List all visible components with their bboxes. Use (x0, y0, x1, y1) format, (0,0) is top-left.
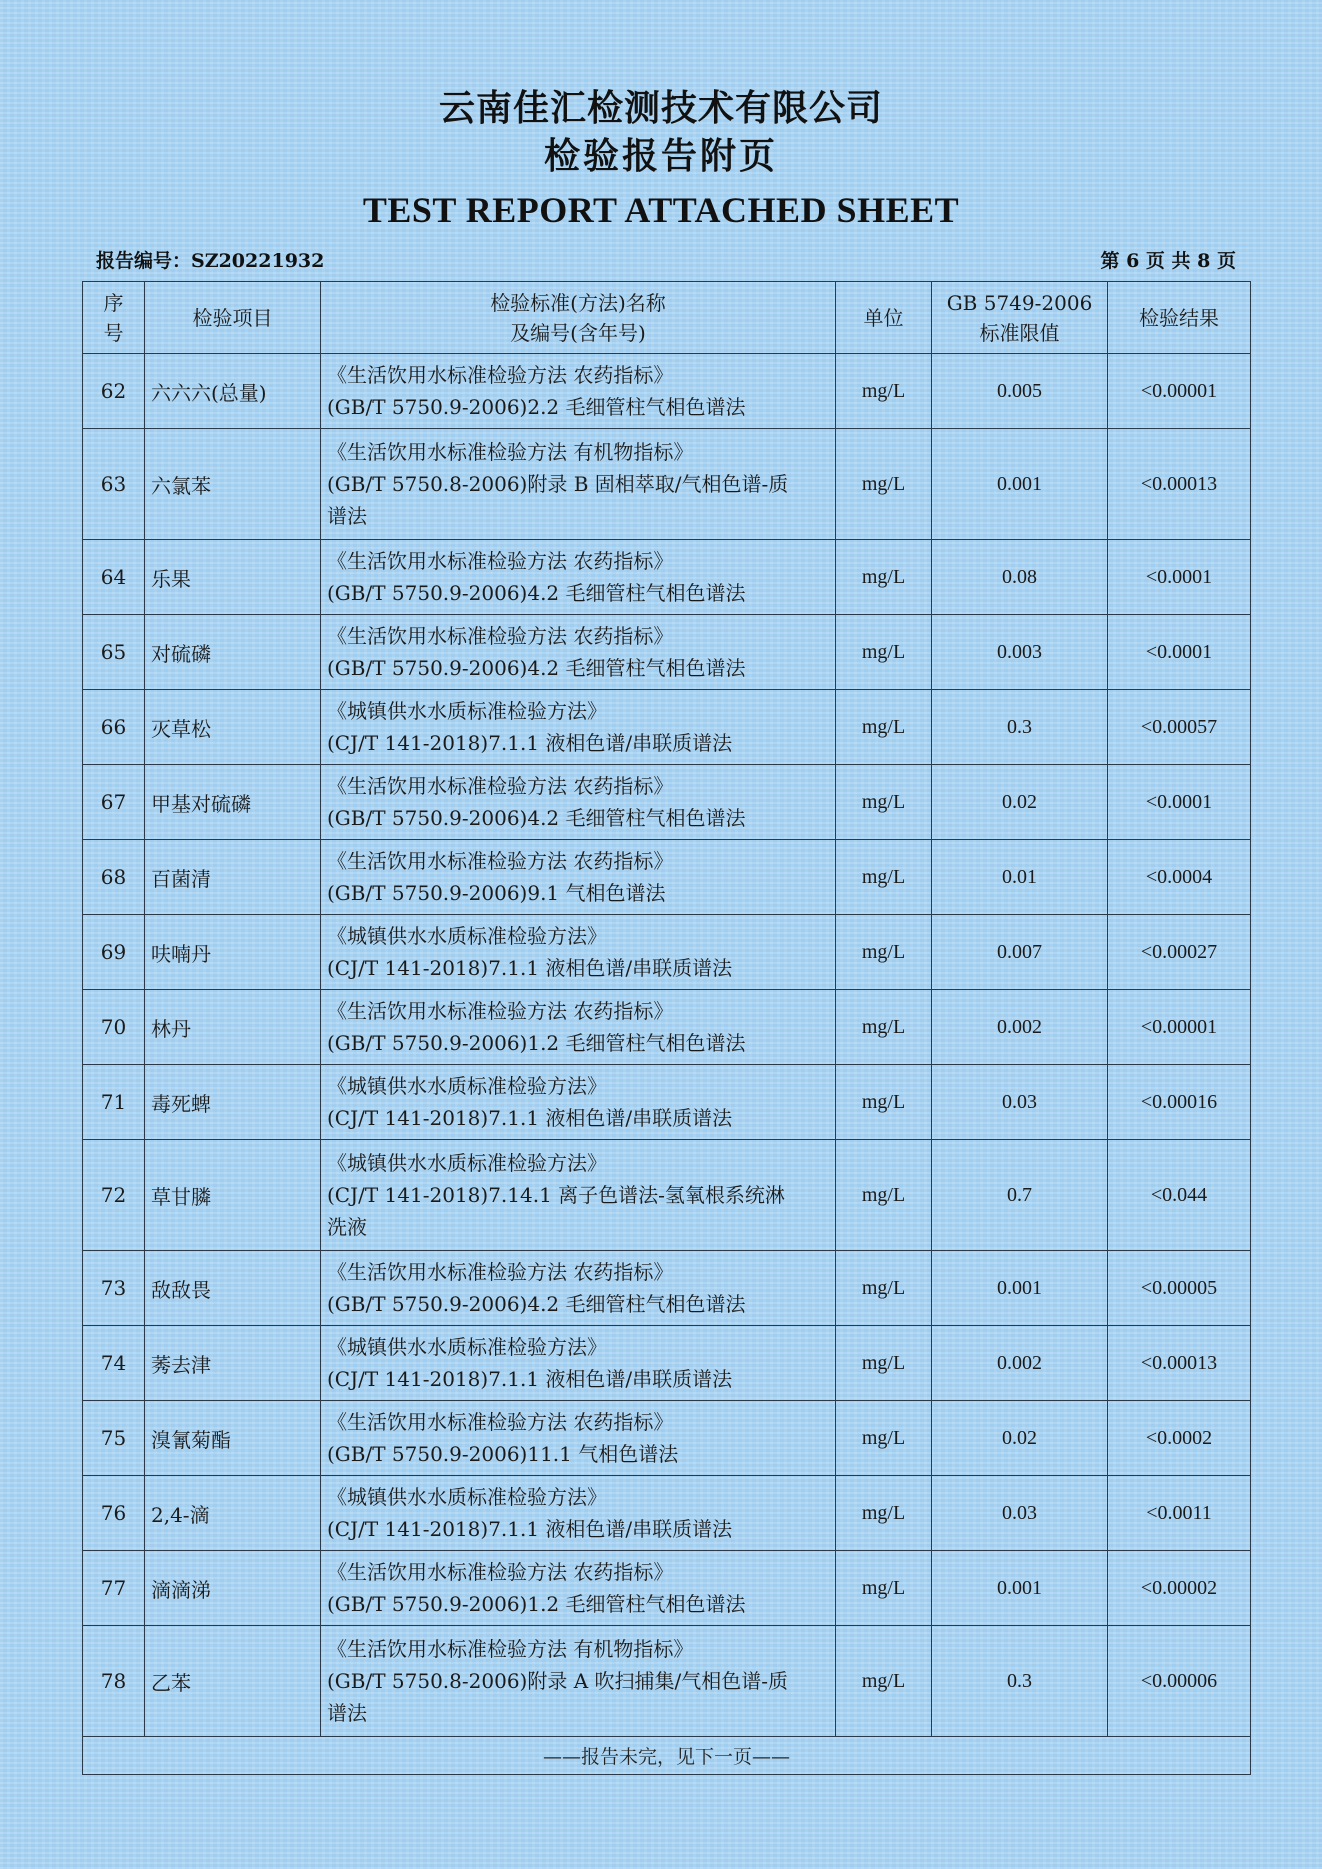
report-number: 报告编号：SZ20221932 (96, 250, 325, 272)
test-standard-line: 《城镇供水水质标准检验方法》 (327, 1151, 607, 1175)
standard-limit: 0.001 (932, 1251, 1108, 1326)
test-standard-line: (GB/T 5750.8-2006)附录 B 固相萃取/气相色谱-质 (327, 472, 789, 496)
unit-value: mg/L (836, 1626, 932, 1737)
table-header-row (83, 282, 1251, 354)
unit-value: mg/L (836, 990, 932, 1065)
test-result: <0.044 (1108, 1140, 1251, 1251)
table-row (83, 1401, 1251, 1476)
test-standard (321, 1326, 836, 1401)
row-number: 66 (83, 690, 145, 765)
unit-value: mg/L (836, 1140, 932, 1251)
unit-value: mg/L (836, 1326, 932, 1401)
table-row (83, 765, 1251, 840)
standard-limit: 0.3 (932, 1626, 1108, 1737)
test-item: 滴滴涕 (145, 1551, 321, 1626)
test-standard (321, 1140, 836, 1251)
test-standard (321, 1065, 836, 1140)
table-row (83, 990, 1251, 1065)
test-standard-line: 《城镇供水水质标准检验方法》 (327, 1074, 607, 1098)
test-result: <0.0004 (1108, 840, 1251, 915)
row-number: 65 (83, 615, 145, 690)
standard-limit: 0.001 (932, 429, 1108, 540)
standard-limit: 0.7 (932, 1140, 1108, 1251)
test-result: <0.0001 (1108, 765, 1251, 840)
test-standard-line: 《生活饮用水标准检验方法 农药指标》 (327, 999, 674, 1023)
test-result: <0.00001 (1108, 990, 1251, 1065)
row-number: 69 (83, 915, 145, 990)
test-item: 林丹 (145, 990, 321, 1065)
row-number: 63 (83, 429, 145, 540)
english-title: TEST REPORT ATTACHED SHEET (362, 190, 960, 230)
test-standard (321, 354, 836, 429)
test-standard-line: (GB/T 5750.9-2006)9.1 气相色谱法 (327, 881, 666, 905)
table-footer-row (83, 1737, 1251, 1775)
table-row (83, 1251, 1251, 1326)
table-row (83, 540, 1251, 615)
test-standard-line: 《城镇供水水质标准检验方法》 (327, 924, 607, 948)
test-standard-line: (GB/T 5750.8-2006)附录 A 吹扫捕集/气相色谱-质 (327, 1669, 789, 1693)
company-name: 云南佳汇检测技术有限公司 (438, 87, 883, 129)
test-result: <0.00001 (1108, 354, 1251, 429)
standard-limit: 0.08 (932, 540, 1108, 615)
test-standard (321, 1401, 836, 1476)
test-item: 乐果 (145, 540, 321, 615)
test-standard (321, 1476, 836, 1551)
test-result: <0.0001 (1108, 540, 1251, 615)
test-item: 百菌清 (145, 840, 321, 915)
test-item: 溴氰菊酯 (145, 1401, 321, 1476)
row-number: 78 (83, 1626, 145, 1737)
unit-value: mg/L (836, 1551, 932, 1626)
test-result: <0.00057 (1108, 690, 1251, 765)
unit-value: mg/L (836, 690, 932, 765)
col-header-limit-line2: 标准限值 (979, 320, 1060, 345)
meta-row (96, 246, 1236, 274)
test-item: 草甘膦 (145, 1140, 321, 1251)
test-standard (321, 765, 836, 840)
unit-value: mg/L (836, 354, 932, 429)
row-number: 64 (83, 540, 145, 615)
test-standard-line: (GB/T 5750.9-2006)4.2 毛细管柱气相色谱法 (327, 656, 746, 680)
test-standard-line: (GB/T 5750.9-2006)4.2 毛细管柱气相色谱法 (327, 1292, 746, 1316)
table-row (83, 840, 1251, 915)
col-header-limit-line1: GB 5749-2006 (946, 290, 1093, 315)
test-result: <0.0002 (1108, 1401, 1251, 1476)
test-standard (321, 690, 836, 765)
test-standard (321, 1551, 836, 1626)
row-number: 71 (83, 1065, 145, 1140)
col-header-no-line1: 序 (103, 290, 124, 315)
standard-limit: 0.007 (932, 915, 1108, 990)
test-standard-line: (CJ/T 141-2018)7.1.1 液相色谱/串联质谱法 (327, 1517, 733, 1541)
row-number: 76 (83, 1476, 145, 1551)
test-standard-line: (GB/T 5750.9-2006)4.2 毛细管柱气相色谱法 (327, 806, 746, 830)
unit-value: mg/L (836, 1401, 932, 1476)
test-standard-line: (CJ/T 141-2018)7.1.1 液相色谱/串联质谱法 (327, 731, 733, 755)
unit-value: mg/L (836, 1476, 932, 1551)
test-standard-line: (GB/T 5750.9-2006)1.2 毛细管柱气相色谱法 (327, 1031, 746, 1055)
unit-value: mg/L (836, 765, 932, 840)
standard-limit: 0.02 (932, 765, 1108, 840)
test-standard-line: 《城镇供水水质标准检验方法》 (327, 1335, 607, 1359)
results-table (82, 281, 1251, 1775)
unit-value: mg/L (836, 1065, 932, 1140)
row-number: 75 (83, 1401, 145, 1476)
test-item: 毒死蜱 (145, 1065, 321, 1140)
test-standard-line: (GB/T 5750.9-2006)1.2 毛细管柱气相色谱法 (327, 1592, 746, 1616)
test-standard-line: (CJ/T 141-2018)7.14.1 离子色谱法-氢氧根系统淋 (327, 1183, 785, 1207)
test-standard-line: 《生活饮用水标准检验方法 农药指标》 (327, 1410, 674, 1434)
standard-limit: 0.002 (932, 990, 1108, 1065)
standard-limit: 0.005 (932, 354, 1108, 429)
test-standard (321, 990, 836, 1065)
test-standard (321, 615, 836, 690)
test-standard-line: 《生活饮用水标准检验方法 农药指标》 (327, 624, 674, 648)
report-subtitle: 检验报告附页 (543, 135, 778, 177)
col-header-standard (321, 282, 836, 354)
unit-value: mg/L (836, 915, 932, 990)
test-result: <0.00002 (1108, 1551, 1251, 1626)
table-row (83, 1065, 1251, 1140)
test-standard-line: (CJ/T 141-2018)7.1.1 液相色谱/串联质谱法 (327, 956, 733, 980)
test-result: <0.0011 (1108, 1476, 1251, 1551)
test-standard-line: 《生活饮用水标准检验方法 农药指标》 (327, 1560, 674, 1584)
standard-limit: 0.003 (932, 615, 1108, 690)
standard-limit: 0.02 (932, 1401, 1108, 1476)
test-item: 2,4-滴 (145, 1476, 321, 1551)
row-number: 73 (83, 1251, 145, 1326)
standard-limit: 0.001 (932, 1551, 1108, 1626)
test-standard-line: (CJ/T 141-2018)7.1.1 液相色谱/串联质谱法 (327, 1106, 733, 1130)
row-number: 62 (83, 354, 145, 429)
test-standard (321, 840, 836, 915)
table-row (83, 429, 1251, 540)
unit-value: mg/L (836, 840, 932, 915)
test-standard-line: 《生活饮用水标准检验方法 农药指标》 (327, 849, 674, 873)
test-standard-line: (GB/T 5750.9-2006)4.2 毛细管柱气相色谱法 (327, 581, 746, 605)
unit-value: mg/L (836, 615, 932, 690)
test-result: <0.00013 (1108, 1326, 1251, 1401)
row-number: 74 (83, 1326, 145, 1401)
table-row (83, 1140, 1251, 1251)
col-header-no-line2: 号 (103, 320, 124, 345)
table-row (83, 690, 1251, 765)
test-standard-line: 《生活饮用水标准检验方法 农药指标》 (327, 549, 674, 573)
standard-limit: 0.3 (932, 690, 1108, 765)
table-row (83, 1551, 1251, 1626)
standard-limit: 0.01 (932, 840, 1108, 915)
test-standard (321, 1251, 836, 1326)
col-header-limit (932, 282, 1108, 354)
test-result: <0.00005 (1108, 1251, 1251, 1326)
test-standard (321, 915, 836, 990)
table-row (83, 354, 1251, 429)
test-item: 乙苯 (145, 1626, 321, 1737)
test-result: <0.0001 (1108, 615, 1251, 690)
test-item: 敌敌畏 (145, 1251, 321, 1326)
table-row (83, 1626, 1251, 1737)
test-item: 六六六(总量) (145, 354, 321, 429)
test-standard (321, 429, 836, 540)
row-number: 72 (83, 1140, 145, 1251)
page-indicator: 第 6 页 共 8 页 (1100, 250, 1236, 272)
table-row (83, 1326, 1251, 1401)
unit-value: mg/L (836, 429, 932, 540)
test-standard-line: 《生活饮用水标准检验方法 农药指标》 (327, 1260, 674, 1284)
test-standard-line: (CJ/T 141-2018)7.1.1 液相色谱/串联质谱法 (327, 1367, 733, 1391)
table-row (83, 1476, 1251, 1551)
test-standard (321, 540, 836, 615)
test-item: 甲基对硫磷 (145, 765, 321, 840)
test-standard (321, 1626, 836, 1737)
row-number: 67 (83, 765, 145, 840)
standard-limit: 0.002 (932, 1326, 1108, 1401)
test-result: <0.00016 (1108, 1065, 1251, 1140)
test-item: 灭草松 (145, 690, 321, 765)
table-row (83, 615, 1251, 690)
test-result: <0.00006 (1108, 1626, 1251, 1737)
test-standard-line: 《城镇供水水质标准检验方法》 (327, 1485, 607, 1509)
col-header-standard-line1: 检验标准(方法)名称 (490, 290, 666, 315)
report-header (0, 86, 1322, 238)
test-result: <0.00013 (1108, 429, 1251, 540)
test-item: 六氯苯 (145, 429, 321, 540)
col-header-unit: 单位 (836, 282, 932, 354)
row-number: 70 (83, 990, 145, 1065)
unit-value: mg/L (836, 1251, 932, 1326)
col-header-standard-line2: 及编号(含年号) (510, 320, 646, 345)
col-header-item: 检验项目 (145, 282, 321, 354)
unit-value: mg/L (836, 540, 932, 615)
col-header-result: 检验结果 (1108, 282, 1251, 354)
test-standard-line: 谱法 (327, 1701, 367, 1725)
test-standard-line: 洗液 (327, 1215, 367, 1239)
test-item: 呋喃丹 (145, 915, 321, 990)
test-standard-line: (GB/T 5750.9-2006)11.1 气相色谱法 (327, 1442, 679, 1466)
test-item: 对硫磷 (145, 615, 321, 690)
table-body (83, 354, 1251, 1737)
test-standard-line: 《生活饮用水标准检验方法 农药指标》 (327, 774, 674, 798)
standard-limit: 0.03 (932, 1065, 1108, 1140)
row-number: 68 (83, 840, 145, 915)
test-result: <0.00027 (1108, 915, 1251, 990)
col-header-no (83, 282, 145, 354)
test-item: 莠去津 (145, 1326, 321, 1401)
table-row (83, 915, 1251, 990)
test-standard-line: 《生活饮用水标准检验方法 农药指标》 (327, 363, 674, 387)
test-standard-line: 《生活饮用水标准检验方法 有机物指标》 (327, 1637, 694, 1661)
row-number: 77 (83, 1551, 145, 1626)
test-standard-line: 《城镇供水水质标准检验方法》 (327, 699, 607, 723)
standard-limit: 0.03 (932, 1476, 1108, 1551)
test-standard-line: 《生活饮用水标准检验方法 有机物指标》 (327, 440, 694, 464)
continuation-note: ——报告未完，见下一页—— (83, 1737, 1251, 1775)
test-standard-line: (GB/T 5750.9-2006)2.2 毛细管柱气相色谱法 (327, 395, 746, 419)
test-standard-line: 谱法 (327, 504, 367, 528)
